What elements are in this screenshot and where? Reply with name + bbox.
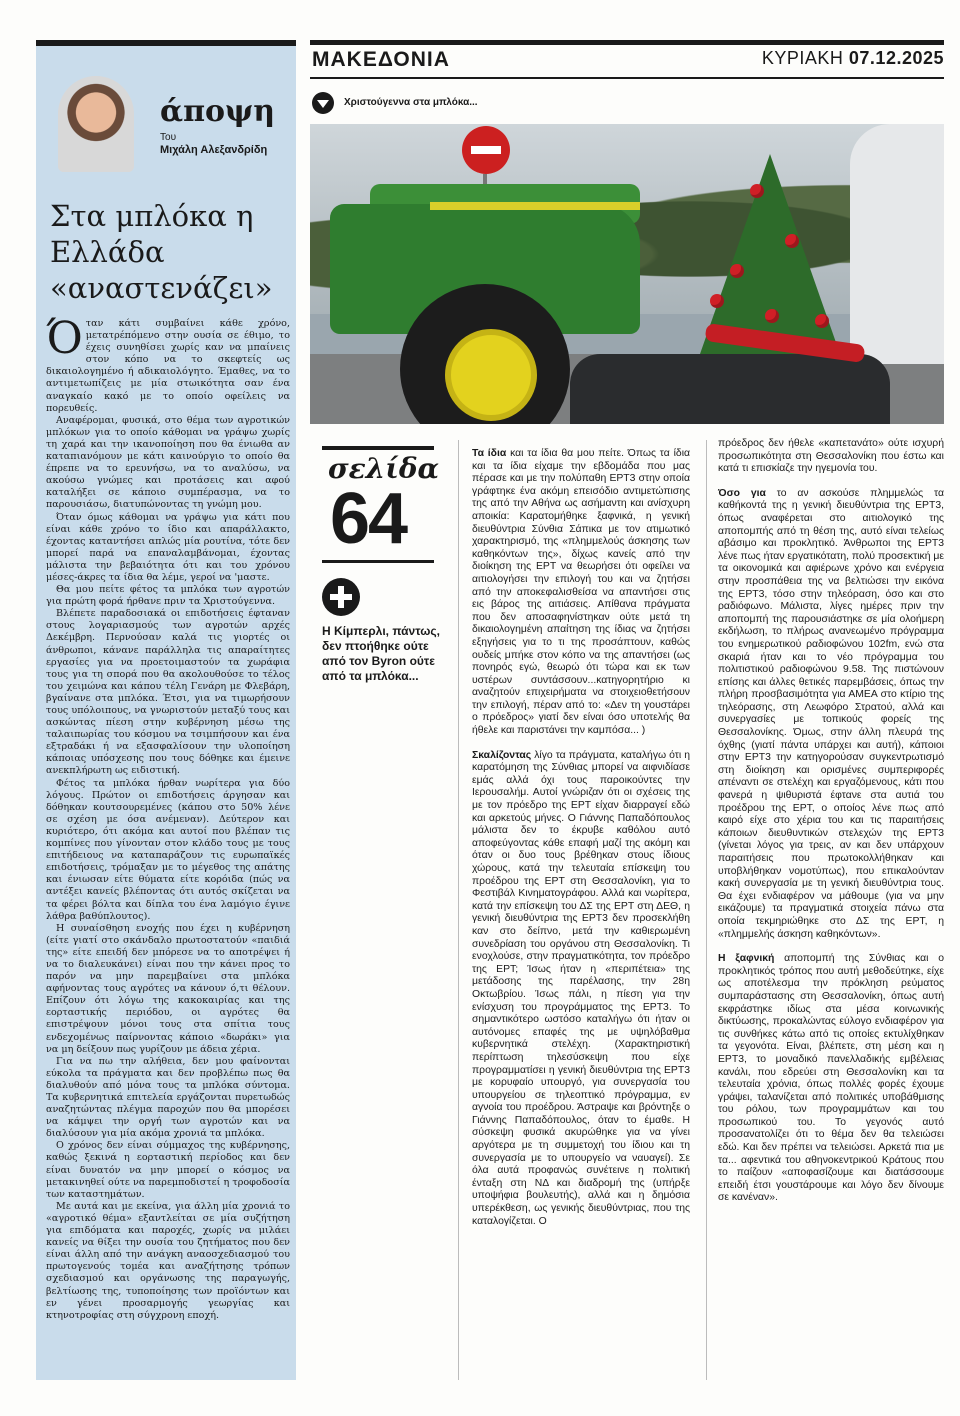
article-column-2 xyxy=(472,448,690,1228)
side-note: Η Κίμπερλι, πάντως, δεν πτοήθηκε ούτε από τον Byron ούτε από τα μπλόκα... xyxy=(322,624,440,683)
tractor-fender xyxy=(570,354,890,424)
article-paragraph: πρόεδρος δεν ήθελε «καπετανάτο» ούτε ισχυρή προσωπικότητα στη Θεσσαλονίκη που έστω και κατά τι επισκίαζε την ηγεμονία του. xyxy=(718,438,944,475)
column-divider xyxy=(706,440,707,1380)
byline-prefix: Του xyxy=(160,132,177,143)
header-bottom-rule xyxy=(310,77,944,79)
opinion-column xyxy=(36,40,296,1380)
dropcap: Ό xyxy=(46,313,83,364)
author-photo xyxy=(58,76,134,172)
article-paragraph: Σκαλίζοντας λίγο τα πράγματα, καταλήγω ότι η καρατόμηση της Σύνθιας μπορεί να αιφνιδίασε εμάς αλλά όχι τους παροικούντες την Ιερουσαλήμ. Αυτοί γνώριζαν ότι οι σχέσεις της με τον πρόεδρο της ΕΡΤ είχαν διαρραγεί εδώ και αρκετούς μήνες. Ο Γιάννης Παπαδόπουλος μάλιστα δεν το έκρυβε καθόλου αυτό αποφεύγοντας κάθε επαφή μαζί της ακόμη και όταν οι δυο τους βρέθηκαν στους ίδιους χώρους, κατά την τελευταία επίσκεψη του προέδρου της ΕΡΤ στη Θεσσαλονίκη, για το Φεστιβάλ Κινηματογράφου. Αλλά και νωρίτερα, κατά την επίσκεψη του ΔΣ της ΕΡΤ στη ΔΕΘ, η γενική διευθύντρια της ΕΡΤ3 δεν προσεκλήθη καν στο δείπνο, μετά την καθιερωμένη συνεδρίαση του οργάνου στη Θεσσαλονίκη. Τι ενοχλούσε, στην πραγματικότητα, τον πρόεδρο της ΕΡΤ; Ίσως ήταν η «περιπέτεια» της μετάδοσης της παρέλασης, την 28η Οκτωβρίου. Ίσως πάλι, η πίεση για την ενίσχυση του προγράμματος της ΕΡΤ3. Το σημαντικότερο ωστόσο καταλήγω ότι ήταν οι αυτόνομες επαφές της με υψηλόβαθμα κυβερνητικά στελέχη. (Χαρακτηριστική περίπτωση τηλεσύσκεψη που είχε προγραμματίσει η γενική διευθύντρια της ΕΡΤ3 με κορυφαίο υπουργό, για συνεργασία του υπουργείου σε τηλεοπτικό πρόγραμμα, εν αγνοία του προέδρου. Άστραψε και βρόντηξε ο Γιάννης Παπαδόπουλος, όταν το έμαθε. Η σύσκεψη φυσικά ακυρώθηκε για να γίνει αργότερα με τη συμμετοχή του ίδιου και τη συνεργασία με το υπουργείο να ναυαγεί). Σε όλα αυτά προφανώς συνέτεινε η πολιτική ένταξη στη ΝΔ και διαδρομή της (υπήρξε υποψήφια βουλευτής), αλλά και η δημόσια υπερέκθεση, ως γενικής διευθύντριας, που της καταλογίζεται. Ο xyxy=(472,749,690,1227)
plus-icon xyxy=(322,578,360,616)
paragraph-lead: Τα ίδια xyxy=(472,448,507,459)
opinion-paragraph: Όταν κάτι συμβαίνει κάθε χρόνο, μετατρέπόμενο στην ουσία σε έθιμο, το έχεις συνηθίσει χωρίς καν να μπαίνεις στον κόπο να το σκεφτείς ως δικαιολογημένο ή αδικαιολόγητο. Έμαθες, να το αντιμετωπίζεις με μία στωικότητα σαν ένα αναγκαίο κακό με το οποίο οφείλεις να πορευθείς. xyxy=(46,313,290,414)
opinion-title: Στα μπλόκα η Ελλάδα «αναστενάζει» xyxy=(50,199,273,305)
opinion-paragraph: Ο χρόνος δεν είναι σύμμαχος της κυβέρνησης, καθώς ξεκινά η εορταστική περίοδος και δεν είναι δυνατόν να μην μπορεί ο κόσμος να μετακινηθεί ούτε να παρεμποδιστεί η τροφοδοσία των καταστημάτων. xyxy=(46,1140,290,1200)
opinion-paragraph: Θα μου πείτε φέτος τα μπλόκα των αγροτών για πρώτη φορά ήρθανε πριν τα Χριστούγεννα. xyxy=(46,584,290,608)
opinion-kicker: άποψη xyxy=(160,94,276,129)
no-entry-sign-icon xyxy=(462,126,510,174)
ornament xyxy=(750,184,764,198)
paragraph-lead: Η ξαφνική xyxy=(718,953,775,965)
ornament xyxy=(730,264,744,278)
white-tractor xyxy=(850,124,944,364)
opinion-paragraph: Φέτος τα μπλόκα ήρθαν νωρίτερα για δύο λόγους. Πρώτον οι επιδοτήσεις άργησαν και δόθηκαν κουτσουρεμένες (κάπου στο 50% λένε σε σχέση με όσα ανέμεναν). Δεύτερον και κυριότερο, ότι ακόμα και αυτοί που βλέπαν τις κομπίνες που γίνονταν στον κλάδο τους με τους επιτήδειους να καταπαράζουν τις ευρωπαϊκές επιδοτήσεις, τρόμαξαν με το μέγεθος της απάτης και ένιωσαν είτε θύματα είτε κορόιδα (πώς να αντέξει κανείς βλέποντας ότι αυτός σκίζεται να τα φέρει βόλτα και δίπλα του ένα λαμόγιο έγινε λάθρα βαθύπλουτος). xyxy=(46,777,290,922)
ornament xyxy=(710,294,724,308)
section-name: ΜΑΚΕΔΟΝΙΑ xyxy=(312,48,450,71)
tractor-stripe xyxy=(430,202,640,210)
article-paragraph: Όσο για το αν ασκούσε πλημμελώς τα καθήκοντά της η γενική διευθύντρια της ΕΡΤ3, όπως αναφέρεται στο αιτιολογικό της αποπομπής από τη θέση της, αυτό είναι τελείως αβάσιμο και προκλητικό. Άνθρωποι της ΕΡΤ3 λένε πως ήταν εργατικότατη, πολύ προσεκτική με τα οικονομικά και αφιέρωνε χρόνο και ενέργεια στην προσπάθεια της να βελτιώσει την εικόνα της ΕΡΤ3, τόσο στην τηλεόραση, όσο και στο ραδιόφωνο. Μάλιστα, λίγες ημέρες πριν την αποπομπή της παρουσιάστηκε σε μία ολοήμερη εκδήλωση, το πλήρως ανανεωμένο πρόγραμμα του ενημερωτικού ραδιοφώνου 102fm, ενώ στα σκαριά ήταν και το νέο πρόγραμμα του πολιτιστικού ραδιοφώνου 9.58. Της πιστώνουν επίσης και άλλες θετικές παρεμβάσεις, όπως την πλήρη προσβασιμότητα για ΑΜΕΑ στο κτίριο της τηλεόρασης, στη Λεωφόρο Στρατού, αλλά και συνεργασίες με τοπικούς φορείς της Θεσσαλονίκης. Όμως, στην άλλη πλευρά της όχθης (γιατί πάντα υπάρχει και αυτή), κάποιοι στην ΕΡΤ3 την κατηγορούσαν συγκεντρωτισμό στη διοίκηση και ορισμένες συμπεριφορές απέναντι σε στελέχη και εργαζόμενους, κάτι που φανερά η ψιθυριστά έφτανε στα αυτιά του προέδρου της ΕΡΤ, ο οποίος λένε πως από καιρό είχε στο χέρια του και τις παραιτήσεις κάποιων διευθυντικών στελεχών της ΕΡΤ3 (γίνεται λόγος για τρεις, αν και δεν υπάρχουν παραιτήσεις που πρωτοκολλήθηκαν και υποβλήθηκαν νομοτύπως), που επικαλούνταν κακή συνεργασία με τη γενική διευθύντρια τους. Θα έχει ενδιαφέρον να μάθουμε (για να μην εικάζουμε) τα πραγματικά στοιχεία πάνω στα οποία τεκμηριώθηκε στο ΔΣ της ΕΡΤ, η «πλημμελής άσκηση καθηκόντων». xyxy=(718,487,944,940)
article-column-3 xyxy=(718,438,944,1205)
article-photo xyxy=(310,124,944,424)
opinion-top-rule xyxy=(36,40,296,46)
article-paragraph: Τα ίδια και τα ίδια θα μου πείτε. Όπως τα ίδια και τα ίδια είχαμε την εβδομάδα που μας πέρασε και με την πολύπαθη ΕΡΤ3 στην οποία γράφτηκε ένα ακόμη επεισόδιο αντιμετώπισης της από την Αθήνα ως ασήμαντη και ανίσχυρη αποικία: Καρατομήθηκε ξαφνικά, η γενική διευθύντρια Σύνθια Σάπικα με τον ατιμωτικό χαρακτηρισμό, της «πλημμελούς άσκησης των καθηκόντων της», δίχως κανείς από την διοίκηση της ΕΡΤ να θεωρήσει ότι οφείλει να αιτιολογήσει την επιλογή του και να ζητήσει από την αποκεφαλισθείσα να απαντήσει στις εις βάρος της αιτιάσεις. Απίθανα πράγματα που δεν αποσαφηνίστηκαν ούτε μετά τη δικαιολογημένη απαίτηση της ίδιας να ζητήσει εξηγήσεις για το τι της προσάπτουν, καθώς ουδείς μπήκε στον κόπο να της απαντήσει (ως πονηρός εγώ, θεωρώ ότι τώρα και εκ των υστέρων συντάσσουν...κατηγορητήριο κι αναζητούν επιχειρήματα να στοιχειοθετήσουν την επιλογή, πέραν από το: «Δεν τη γουστάρει ο πρόεδρος» γιατί δεν είναι όσο υποτελής θα ήθελε και παριστάνει την καμπόσα... ) xyxy=(472,448,691,737)
opinion-paragraph: Για να πω την αλήθεια, δεν μου φαίνονται εύκολα τα πράγματα και δεν προβλέπω πως θα διαλυθούν από μόνα τους τα μπλόκα σύντομα. Τα κυβερνητικά επιτελεία εργάζονται πυρετωδώς αναζητώντας πλέγμα παροχών που θα μπορέσει να κάμψει την οργή των αγροτών και να διαλύσουν για μία ακόμα χρονιά τα μπλόκα. xyxy=(46,1055,290,1140)
header-top-rule xyxy=(310,40,944,45)
ornament xyxy=(785,234,799,248)
opinion-paragraph: Αναφέρομαι, φυσικά, στο θέμα των αγροτικών μπλόκων για το οποίο κάθομαι να γράψω χωρίς τη χαρά και την ικανοποίηση που θα ένιωθα αν καταπιανόμουν με κάτι καινούργιο το οποίο θα έπρεπε να το ερευνήσω, να το αναλύσω, να ακούσω γνώμες και προτάσεις και αφού καταλήξει σε κάποιο συμπέρασμα, να το παρουσιάσω, διατυπώνοντας τη γνώμη μου. xyxy=(46,414,290,511)
photo-tag: Χριστούγεννα στα μπλόκα... xyxy=(344,97,478,108)
issue-day: ΚΥΡΙΑΚΗ xyxy=(761,48,844,68)
byline-author: Μιχάλη Αλεξανδρίδη xyxy=(160,144,268,156)
tractor-wheel-hub xyxy=(445,329,537,421)
article-paragraph: Η ξαφνική αποπομπή της Σύνθιας και ο προκλητικός τρόπος που αυτή μεθοδεύτηκε, είχε ως αποτέλεσμα την πρόκληση ρεύματος συμπαράστασης στη Θεσσαλονίκη, όπως αυτή εκφράστηκε ιδίως στα μέσα κοινωνικής δικτύωσης, προκαλώντας εύλογο ενδιαφέρον για τις συνθήκες κάτω από τις οποίες εκτυλίχθηκαν τα γεγονότα. Είναι, βλέπετε, στη μέση και η ΕΡΤ3, το μοναδικό πανελλαδικής εμβέλειας κανάλι, που εδρεύει στη Θεσσαλονίκη και τα τελευταία χρόνια, όπως πολλές φορές έχουμε γράψει, ταλανίζεται από πολιτικές υποβάθμισης του ρόλου, των προγραμμάτων και του προσωπικού του. Το γεγονός αυτό προσανατολίζει ότι το θέμα δεν θα τελειώσει εδώ. Και δεν πρέπει να τελειώσει. Αρκετά πια με τα... αφεντικά του αθηνοκεντρικού Κράτους που το παίζουν «αποφασίζουμε και διατάσσουμε επειδή έτσι γουστάρουμε και λόγο δεν δίνουμε σε κανέναν». xyxy=(718,953,944,1204)
opinion-paragraph: Με αυτά και με εκείνα, για άλλη μία χρονιά το «αγροτικό θέμα» εξαντλείται σε μία συζήτηση για επιδόματα και παροχές, χωρίς να μιλάει κανείς να θίξει την ουσία του ζητήματος που δεν είναι άλλη από την ανάγκη αναοσχεδιασμού του πρωτογενούς τομέα και αναζήτησης τρόπων σχεδιασμού και οργάνωσης της παραγωγής, βελτίωσης της, τυποποίησης των προϊόντων και εν γένει προσαρμογής γεωργίας και κτηνοτροφίας στη σύγχρονη εποχή. xyxy=(46,1200,290,1321)
triangle-down-icon xyxy=(312,92,334,114)
issue-date xyxy=(762,48,944,69)
ornament xyxy=(815,314,829,328)
opinion-paragraph: Η συναίσθηση ενοχής που έχει η κυβέρνηση (είτε γιατί στο σκάνδαλο πρωτοστατούν «παιδιά της» είτε επειδή δεν μπόρεσε να το αποτρέψει ή να το διαλευκάνει) είναι που την κάνει προς το παρόν να μην παρεμβαίνει στα μπλόκα αφήνοντας τους αγρότες να κάνουν ό,τι θέλουν. Επίζουν ότι λόγω της κακοκαιρίας και της εορταστικής περιόδου, οι αγρότες θα επιστρέψουν μόνοι τους στα σπίτια τους ενδεχομένως παίρνοντας κάποιο «δωράκι» για να μη δείξουν πως γυρίζουν με άδεια χέρια. xyxy=(46,922,290,1055)
paragraph-lead: Σκαλίζοντας xyxy=(472,749,532,761)
page-ref-number: 64 xyxy=(330,479,407,559)
page-ref-label: σελίδα xyxy=(328,452,440,485)
ornament xyxy=(765,309,779,323)
opinion-paragraph: Βλέπετε παραδοσιακά οι επιδοτήσεις έφταναν στους λογαριασμούς των αγροτών αρχές Δεκέμβρη. Περνούσαν καλά τις γιορτές οι άνθρωποι, κάνανε παράλληλα τις απαραίτητες εργασίες για να προετοιμαστούν τα χωράφια τους για τη σπορά που θα ακολουθούσε το τέλος του χειμώνα και κάπου τέλη Γενάρη με Φλεβάρη, βγαίνανε στα μπλόκα. Έτσι, για να τιμωρήσουν τους υπόλοιπους, να γνωριστούν μεταξύ τους και ασκώντας πίεση στην κυβέρνηση μέσω της ταλαιπωρίας του κόσμου να τσιμπήσουν και ένα εξτραδάκι ή να εξασφαλίσουν την υλοποίηση κάποιας υπόσχεσης που τους δόθηκε και έμεινε ανεκπλήρωτη ως ειδιστική. xyxy=(46,608,290,777)
opinion-byline xyxy=(160,132,267,157)
paragraph-lead: Όσο για xyxy=(718,487,766,499)
page-ref-bottom-rule xyxy=(322,560,434,563)
page-ref-top-rule xyxy=(322,446,434,450)
opinion-body xyxy=(46,313,290,1322)
issue-date-value: 07.12.2025 xyxy=(848,48,944,68)
column-divider xyxy=(458,440,459,1380)
opinion-paragraph: Όταν όμως κάθομαι να γράψω για κάτι που είναι κάθε χρόνο το ίδιο και απαράλλακτο, έχοντας καταντήσει απλώς μία ρουτίνα, τότε δεν μπορεί παρά να επαναλαμβάνομαι, έχοντας μάλιστα την βεβαιότητα ότι και του χρόνου μέσες-άκρες τα ίδια θα λέμε, γεροί να 'μαστε. xyxy=(46,511,290,583)
